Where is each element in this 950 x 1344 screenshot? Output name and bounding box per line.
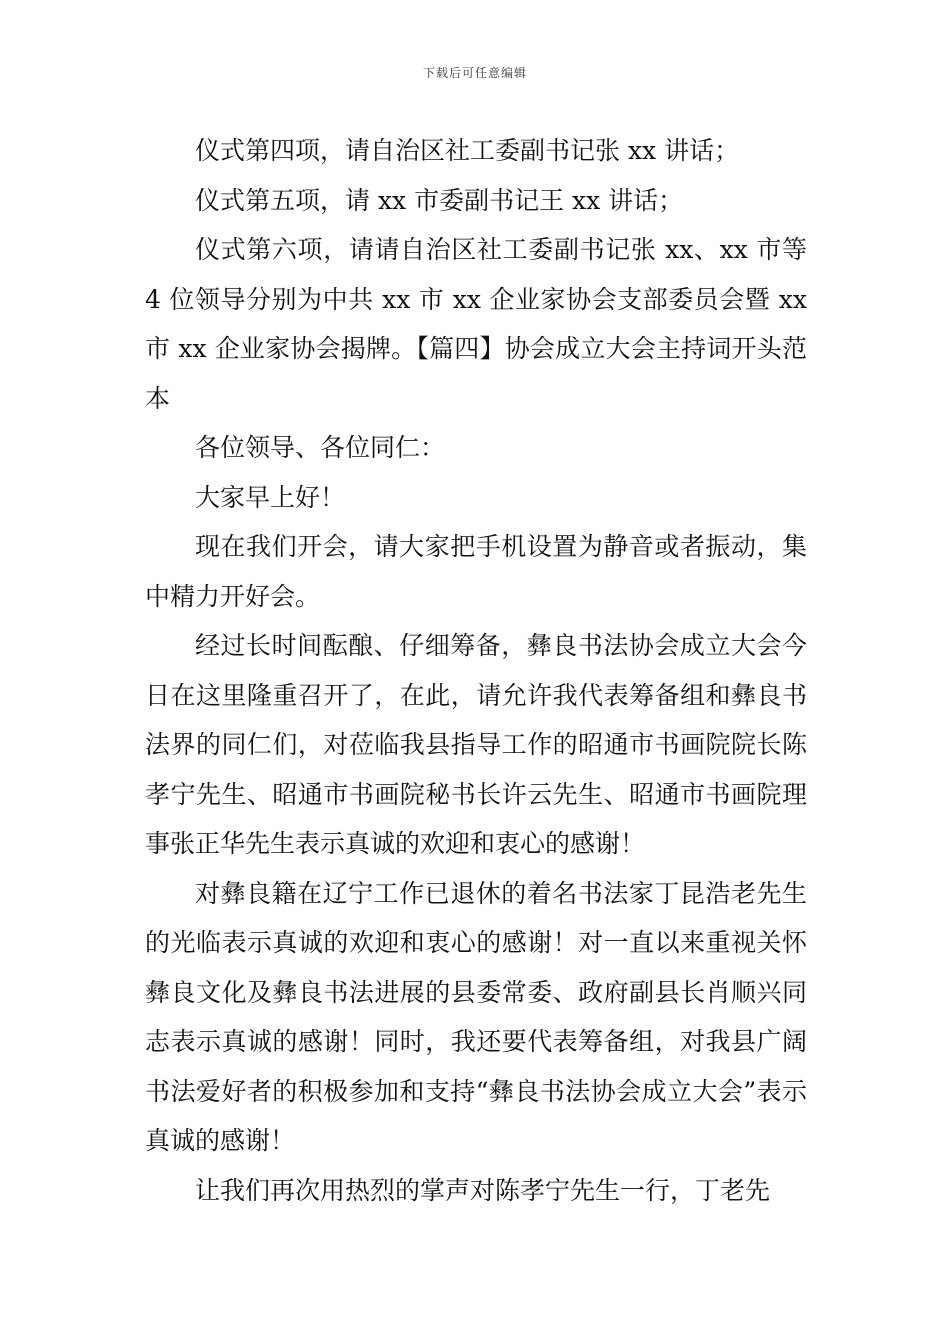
document-body [145,126,807,1215]
paragraph-8: 对彝良籍在辽宁工作已退休的着名书法家丁昆浩老先生的光临表示真诚的欢迎和衷心的感谢！对一直以来重视关怀彝良文化及彝良书法进展的县委常委、政府副县长肖顺兴同志表示真诚的感谢！同时，我还要代表筹备组，对我县广阔书法爱好者的积极参加和支持“彝良书法协会成立大会”表示真诚的感谢！ [145,878,807,1155]
header-note: 下载后可任意编辑 [422,66,527,80]
paragraph-3: 仪式第六项，请请自治区社工委副书记张 xx、xx 市等 4 位领导分别为中共 xx 市 xx 企业家协会支部委员会暨 xx 市 xx 企业家协会揭牌。【篇四】协会成立大会主持词开头范本 [145,235,807,413]
paragraph-4: 各位领导、各位同仁： [195,433,446,462]
paragraph-7: 经过长时间酝酿、仔细筹备，彝良书法协会成立大会今日在这里隆重召开了，在此，请允许我代表筹备组和彝良书法界的同仁们，对莅临我县指导工作的昭通市书画院院长陈孝宁先生、昭通市书画院秘书长许云先生、昭通市书画院理事张正华先生表示真诚的欢迎和衷心的感谢！ [145,631,807,858]
paragraph-5: 大家早上好！ [195,482,346,512]
paragraph-1: 仪式第四项，请自治区社工委副书记张 xx 讲话； [195,136,740,165]
paragraph-6: 现在我们开会，请大家把手机设置为静音或者振动，集中精力开好会。 [145,532,807,611]
paragraph-9: 让我们再次用热烈的掌声对陈孝宁先生一行，丁老先 [195,1175,771,1205]
paragraph-2: 仪式第五项，请 xx 市委副书记王 xx 讲话； [195,185,684,215]
